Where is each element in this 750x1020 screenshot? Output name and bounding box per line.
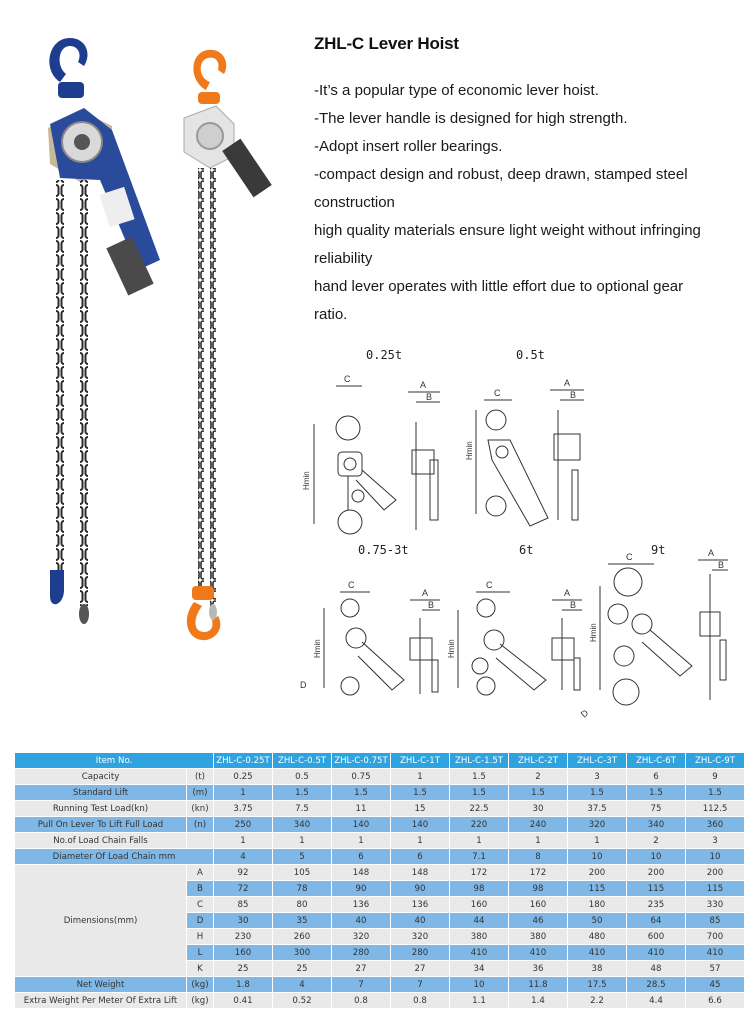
cell: 8 [509,849,567,864]
cell: 27 [391,961,449,976]
drawing-0-25t-side [408,380,440,530]
description-line: -Adopt insert roller bearings. [314,138,503,155]
cell: 27 [332,961,390,976]
cell: 200 [627,865,685,880]
svg-text:Hmin: Hmin [447,639,456,658]
cell: 0.8 [332,993,390,1008]
cell: 0.41 [214,993,272,1008]
cell: 136 [391,897,449,912]
cell: 0.8 [391,993,449,1008]
table-row-chain-falls [15,833,744,848]
header-model: ZHL-C-9T [686,753,744,768]
cell: 1 [450,833,508,848]
cell: 5 [273,849,331,864]
header-model: ZHL-C-0.5T [273,753,331,768]
cell: 260 [273,929,331,944]
product-title: ZHL-C Lever Hoist [314,34,459,53]
cell: 7 [332,977,390,992]
cell: 1.5 [450,785,508,800]
cell: 4 [273,977,331,992]
cell: 75 [627,801,685,816]
cell: 200 [686,865,744,880]
cell: 1.5 [686,785,744,800]
row-unit: (n) [187,817,213,832]
cell: 2 [627,833,685,848]
svg-text:B: B [718,560,725,570]
svg-text:D: D [300,680,307,690]
cell: 700 [686,929,744,944]
cell: 410 [686,945,744,960]
svg-text:B: B [570,390,577,400]
cell: 480 [568,929,626,944]
header-model: ZHL-C-0.25T [214,753,272,768]
svg-text:Hmin: Hmin [302,471,311,490]
row-label: No.of Load Chain Falls [15,833,186,848]
cell: 48 [627,961,685,976]
drawing-6t-front [447,580,546,695]
svg-text:Hmin: Hmin [589,623,598,642]
table-row-running-test-load [15,801,744,816]
cell: 300 [273,945,331,960]
cell: 90 [391,881,449,896]
dim-key: H [187,929,213,944]
table-row-net-weight [15,977,744,992]
cell: 410 [568,945,626,960]
row-label: Running Test Load(kn) [15,801,186,816]
cell: 50 [568,913,626,928]
svg-text:D: D [578,707,591,720]
spec-table [14,752,745,1009]
cell: 1.5 [627,785,685,800]
cell: 1.5 [391,785,449,800]
cell: 36 [509,961,567,976]
cell: 330 [686,897,744,912]
table-row-dim-a [15,865,744,880]
cell: 46 [509,913,567,928]
diagram-label-0-5t: 0.5t [516,348,545,362]
table-row-pull-on-lever [15,817,744,832]
header-model: ZHL-C-0.75T [332,753,390,768]
svg-text:Hmin: Hmin [465,441,474,460]
cell: 115 [627,881,685,896]
cell: 98 [509,881,567,896]
cell: 1.5 [332,785,390,800]
cell: 380 [509,929,567,944]
cell: 105 [273,865,331,880]
row-unit: (kn) [187,801,213,816]
cell: 1 [568,833,626,848]
cell: 1 [391,769,449,784]
svg-text:A: A [420,380,427,390]
cell: 148 [332,865,390,880]
table-row-standard-lift [15,785,744,800]
cell: 1.8 [214,977,272,992]
cell: 10 [450,977,508,992]
cell: 112.5 [686,801,744,816]
cell: 320 [332,929,390,944]
cell: 410 [450,945,508,960]
svg-text:B: B [426,392,433,402]
cell: 0.5 [273,769,331,784]
cell: 2.2 [568,993,626,1008]
cell: 64 [627,913,685,928]
cell: 1.1 [450,993,508,1008]
cell: 37.5 [568,801,626,816]
cell: 6.6 [686,993,744,1008]
cell: 44 [450,913,508,928]
cell: 160 [509,897,567,912]
diagram-label-0-25t: 0.25t [366,348,403,362]
dim-key: A [187,865,213,880]
cell: 80 [273,897,331,912]
lever-hoist-photo [20,30,280,660]
description-line: hand lever operates with little effort due to optional gear [314,278,684,295]
cell: 6 [627,769,685,784]
cell: 10 [568,849,626,864]
cell: 4 [214,849,272,864]
cell: 240 [509,817,567,832]
drawing-9t-front [579,552,692,720]
description-line: construction [314,194,395,211]
row-unit: (kg) [187,977,213,992]
drawing-0-75-3t-front [300,580,404,695]
cell: 1 [509,833,567,848]
dimensions-label: Dimensions(mm) [15,865,186,976]
cell: 160 [450,897,508,912]
cell: 72 [214,881,272,896]
cell: 235 [627,897,685,912]
header-item-no: Item No. [15,753,213,768]
cell: 45 [686,977,744,992]
cell: 6 [332,849,390,864]
cell: 7.1 [450,849,508,864]
cell: 180 [568,897,626,912]
diagram-label-6t: 6t [519,543,534,557]
header-model: ZHL-C-2T [509,753,567,768]
cell: 410 [509,945,567,960]
cell: 0.52 [273,993,331,1008]
cell: 10 [686,849,744,864]
cell: 7.5 [273,801,331,816]
blue-hoist [48,38,160,624]
cell: 1.5 [509,785,567,800]
dimension-drawing [300,360,750,735]
description-line: reliability [314,250,373,267]
svg-text:A: A [708,548,715,558]
diagram-label-9t: 9t [651,543,666,557]
cell: 30 [509,801,567,816]
row-unit: (t) [187,769,213,784]
cell: 6 [391,849,449,864]
drawing-9t-side [698,548,728,700]
cell: 1.5 [450,769,508,784]
cell: 92 [214,865,272,880]
row-unit: (kg) [187,993,213,1008]
cell: 148 [391,865,449,880]
cell: 220 [450,817,508,832]
drawing-0-5t-side [550,378,584,520]
table-row-extra-weight [15,993,744,1008]
svg-text:C: C [486,580,493,590]
cell: 380 [450,929,508,944]
cell: 0.25 [214,769,272,784]
cell: 3 [568,769,626,784]
dim-key: D [187,913,213,928]
cell: 115 [686,881,744,896]
drawing-0-5t-front [465,388,548,526]
svg-text:C: C [348,580,355,590]
drawing-6t-side [552,588,582,690]
cell: 9 [686,769,744,784]
orange-hoist [184,50,272,640]
cell: 2 [509,769,567,784]
description-line: -compact design and robust, deep drawn, stamped steel [314,166,688,183]
cell: 115 [568,881,626,896]
dim-key: L [187,945,213,960]
cell: 172 [450,865,508,880]
svg-text:C: C [494,388,501,398]
row-unit: (m) [187,785,213,800]
diagram-label-0-75-3t: 0.75-3t [358,543,409,557]
cell: 172 [509,865,567,880]
cell: 250 [214,817,272,832]
cell: 1 [214,785,272,800]
cell: 1.5 [273,785,331,800]
cell: 1 [214,833,272,848]
cell: 85 [214,897,272,912]
row-unit [187,833,213,848]
description-line: -It’s a popular type of economic lever hoist. [314,82,599,99]
cell: 30 [214,913,272,928]
cell: 17.5 [568,977,626,992]
cell: 22.5 [450,801,508,816]
header-model: ZHL-C-6T [627,753,685,768]
product-photos [20,30,280,660]
header-model: ZHL-C-1.5T [450,753,508,768]
cell: 320 [391,929,449,944]
cell: 10 [627,849,685,864]
table-header-row [15,753,744,768]
dim-key: C [187,897,213,912]
cell: 0.75 [332,769,390,784]
cell: 78 [273,881,331,896]
cell: 28.5 [627,977,685,992]
svg-text:A: A [564,378,571,388]
svg-text:Hmin: Hmin [313,639,322,658]
cell: 90 [332,881,390,896]
cell: 1 [273,833,331,848]
row-label: Extra Weight Per Meter Of Extra Lift [15,993,186,1008]
cell: 1.5 [568,785,626,800]
row-label: Capacity [15,769,186,784]
cell: 410 [627,945,685,960]
svg-text:B: B [570,600,577,610]
cell: 34 [450,961,508,976]
row-label: Net Weight [15,977,186,992]
description-line: -The lever handle is designed for high strength. [314,110,628,127]
technical-drawings [300,360,750,735]
cell: 136 [332,897,390,912]
description-line: ratio. [314,306,348,323]
cell: 85 [686,913,744,928]
cell: 320 [568,817,626,832]
product-description [314,77,734,329]
svg-text:C: C [344,374,351,384]
cell: 200 [568,865,626,880]
cell: 230 [214,929,272,944]
cell: 57 [686,961,744,976]
cell: 340 [273,817,331,832]
row-label: Standard Lift [15,785,186,800]
cell: 280 [391,945,449,960]
dim-key: K [187,961,213,976]
cell: 7 [391,977,449,992]
svg-text:C: C [626,552,633,562]
drawing-0-75-3t-side [410,588,440,694]
cell: 1 [391,833,449,848]
cell: 3.75 [214,801,272,816]
svg-text:A: A [422,588,429,598]
table-row-capacity [15,769,744,784]
cell: 280 [332,945,390,960]
cell: 140 [332,817,390,832]
row-label: Diameter Of Load Chain mm [15,849,213,864]
cell: 38 [568,961,626,976]
cell: 15 [391,801,449,816]
cell: 3 [686,833,744,848]
dim-key: B [187,881,213,896]
row-label: Pull On Lever To Lift Full Load [15,817,186,832]
cell: 11.8 [509,977,567,992]
header-model: ZHL-C-3T [568,753,626,768]
cell: 4.4 [627,993,685,1008]
cell: 600 [627,929,685,944]
cell: 140 [391,817,449,832]
table-row-chain-diameter [15,849,744,864]
header-model: ZHL-C-1T [391,753,449,768]
drawing-0-25t-front [302,374,396,534]
cell: 35 [273,913,331,928]
cell: 360 [686,817,744,832]
cell: 40 [332,913,390,928]
svg-text:B: B [428,600,435,610]
cell: 40 [391,913,449,928]
cell: 1 [332,833,390,848]
svg-text:A: A [564,588,571,598]
description-line: high quality materials ensure light weight without infringing [314,222,701,239]
cell: 340 [627,817,685,832]
cell: 160 [214,945,272,960]
cell: 1.4 [509,993,567,1008]
cell: 25 [273,961,331,976]
cell: 25 [214,961,272,976]
cell: 98 [450,881,508,896]
cell: 11 [332,801,390,816]
